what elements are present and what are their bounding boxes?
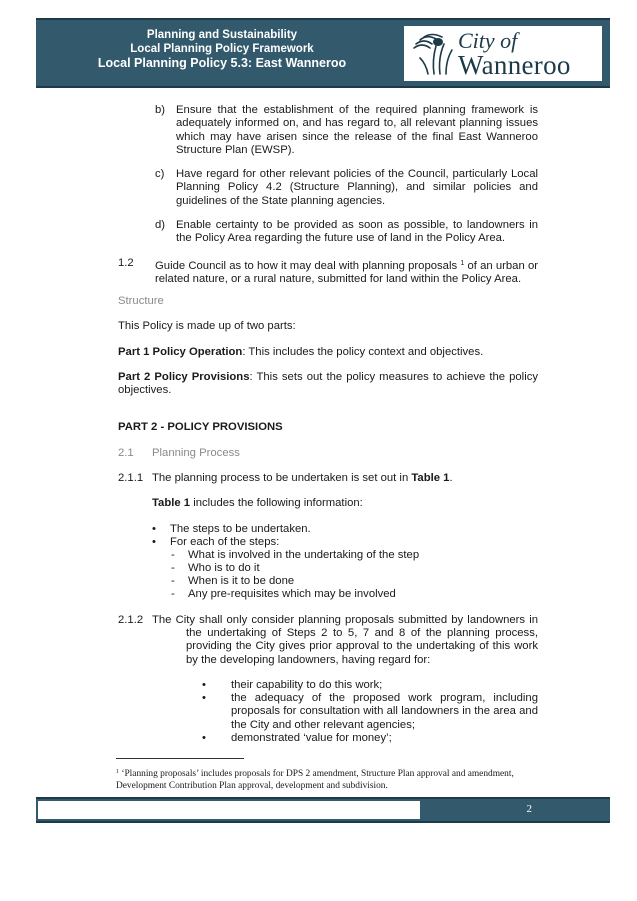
footnote-text: ‘Planning proposals’ includes proposals for DPS 2 amendment, Structure Plan approval and amendment, Development Contribution Plan approval, development and subdivision. bbox=[116, 769, 514, 791]
header-line-2: Local Planning Policy Framework bbox=[130, 43, 314, 55]
table-1-text: includes the following information: bbox=[190, 497, 363, 509]
logo-name-text: Wanneroo bbox=[458, 50, 571, 80]
section-1-2-text-a: Guide Council as to how it may deal with planning proposals bbox=[155, 260, 461, 272]
part2-label: Part 2 Policy Provisions bbox=[118, 371, 250, 383]
item-c-text: Have regard for other relevant policies of the Council, particularly Local Planning Policy 4.2 (Structure Planning), and similar policies and guidelines of the State planning agencies. bbox=[176, 168, 538, 207]
header-line-3: Local Planning Policy 5.3: East Wanneroo bbox=[97, 56, 347, 70]
sub-bullet-item: their capability to do this work; bbox=[231, 679, 383, 691]
dash-icon: - bbox=[171, 549, 175, 561]
dash-item: Any pre-requisites which may be involved bbox=[188, 588, 396, 600]
item-d-text: Enable certainty to be provided as soon as possible, to landowners in the Policy Area regarding the future use of land in the Policy Area. bbox=[176, 219, 538, 245]
part2-text: : This sets out the policy measures to achieve the policy objectives. bbox=[118, 371, 538, 397]
part1-description bbox=[118, 346, 538, 359]
dash-icon: - bbox=[171, 562, 175, 574]
bullet-item: The steps to be undertaken. bbox=[170, 523, 311, 535]
dash-item: When is it to be done bbox=[188, 575, 295, 587]
structure-heading: Structure bbox=[118, 295, 164, 307]
section-2-1-1-text bbox=[152, 472, 453, 485]
section-2-1-1-text-end: . bbox=[449, 472, 453, 484]
city-logo bbox=[404, 26, 602, 81]
footnote-divider bbox=[116, 758, 244, 759]
bullet-item: For each of the steps: bbox=[170, 536, 280, 548]
sub-bullet-item: demonstrated ‘value for money’; bbox=[231, 732, 392, 744]
dash-item: What is involved in the undertaking of the step bbox=[188, 549, 420, 561]
structure-intro: This Policy is made up of two parts: bbox=[118, 320, 296, 332]
table-1-intro bbox=[152, 497, 363, 510]
item-c-marker: c) bbox=[155, 168, 165, 180]
section-2-1-2-number: 2.1.2 bbox=[118, 614, 144, 626]
logo-city-text: City of bbox=[458, 28, 518, 53]
header-title-block bbox=[36, 28, 408, 70]
sub-bullet-item: the adequacy of the proposed work program, including proposals for consultation with all landowners in the area and the City and other relevant agencies; bbox=[231, 692, 538, 731]
dash-icon: - bbox=[171, 575, 175, 587]
bullet-icon: • bbox=[202, 732, 206, 744]
footnote-number: 1 bbox=[116, 769, 119, 775]
footer-blank-panel bbox=[38, 801, 420, 819]
section-1-2-number: 1.2 bbox=[118, 257, 134, 269]
item-d-marker: d) bbox=[155, 219, 166, 231]
banksia-logo-icon bbox=[410, 30, 454, 76]
bullet-icon: • bbox=[202, 692, 206, 704]
section-1-2-text-b: of an urban or related nature, or a rural nature, submitted for land within the Policy Area. bbox=[155, 260, 538, 286]
page-footer bbox=[36, 797, 610, 823]
section-1-2-text bbox=[155, 257, 538, 287]
bullet-icon: • bbox=[152, 536, 156, 548]
section-2-1-title: Planning Process bbox=[152, 447, 240, 459]
table-1-reference: Table 1 bbox=[411, 472, 450, 484]
header-line-1: Planning and Sustainability bbox=[146, 29, 298, 41]
item-b-marker: b) bbox=[155, 104, 166, 116]
page-number: 2 bbox=[526, 803, 532, 815]
dash-item: Who is to do it bbox=[188, 562, 260, 574]
page-header bbox=[36, 18, 610, 88]
table-1-label: Table 1 bbox=[152, 497, 191, 509]
part2-description bbox=[118, 371, 538, 398]
bullet-icon: • bbox=[152, 523, 156, 535]
part2-heading: PART 2 - POLICY PROVISIONS bbox=[118, 421, 283, 433]
bullet-icon: • bbox=[202, 679, 206, 691]
dash-icon: - bbox=[171, 588, 175, 600]
part1-text: : This includes the policy context and objectives. bbox=[242, 346, 484, 358]
section-2-1-2-text: the undertaking of Steps 2 to 5, 7 and 8 of the planning process, providing the City gives prior approval to the undertaking of this work by the developing landowners, having regard for: bbox=[186, 627, 538, 666]
item-b-text: Ensure that the establishment of the required planning framework is adequately informed on, and has regard to, all relevant planning issues which may have arisen since the release of the final East Wanneroo Structure Plan (EWSP). bbox=[176, 104, 538, 156]
footnote bbox=[116, 766, 536, 792]
section-2-1-2-first-line: The City shall only consider planning proposals submitted by landowners in bbox=[152, 614, 538, 626]
section-2-1-1-text-main: The planning process to be undertaken is set out in bbox=[152, 472, 412, 484]
section-2-1-number: 2.1 bbox=[118, 447, 134, 459]
footnote-reference[interactable]: 1 bbox=[460, 260, 465, 267]
part1-label: Part 1 Policy Operation bbox=[118, 346, 243, 358]
section-2-1-1-number: 2.1.1 bbox=[118, 472, 144, 484]
